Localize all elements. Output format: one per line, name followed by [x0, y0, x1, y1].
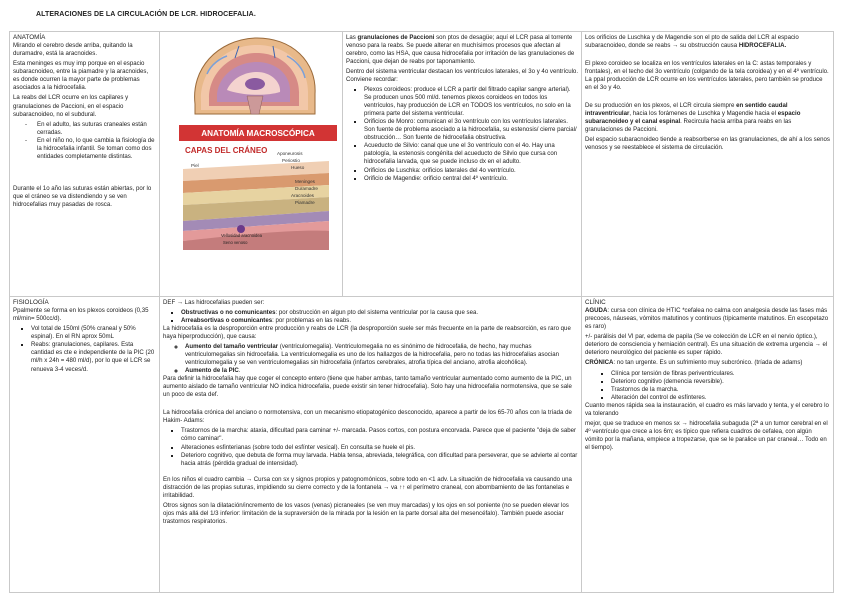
clinic-paragraph: Cuanto menos rápida sea la instauración, el cuadro es más larvado y tenta, y el cerebro lo va tolerando	[585, 401, 829, 417]
list-item: ▪ Trastornos de la marcha: ataxia, dificultad para caminar +/- marcada. Pasos cortos, con postura encorvada. Parece que el paciente "deja de saber cómo caminar".	[181, 427, 578, 443]
figure-label: Seno venoso	[223, 240, 248, 246]
fisiologia-cell	[10, 297, 160, 593]
clinic-paragraph: +/- parálisis del VI par, edema de papila (Se ve colección de LCR en el nervio óptico.), deterioro de consciencia y herniación central). Es una situación de extrema urgencia → el deterioro neurológico del paciente es super rápido.	[585, 333, 828, 357]
def-types-list	[163, 309, 578, 325]
anatomia-paragraph: Durante el 1o año las suturas están abiertas, por lo que el cráneo se va distendiendo y se ven hidrocefalias muy pasadas de rosca.	[13, 184, 152, 208]
list-item: ◦ Aumento del tamaño ventricular (ventriculomegalia). Ventriculomegalia no es sinónimo de hidrocefalia, de hecho, hay muchas ventriculomegalias sin hidrocefalia. La ventriculomegalia es uno de los hallazgos de la hidrocefalia, pero no todas las hidrocefalias asocian ventriculomegalia y se ven ventriculomegalias sin hidrocefalia (infartos cerebrales, atrofia típica del anciano, atrofia alcohólica).	[185, 343, 578, 367]
clinic-heading: CLÍNIC	[585, 299, 606, 306]
list-item: ▪ Deterioro cognitivo (demencia reversible).	[611, 378, 830, 386]
anatomia-paragraph: La reabs del LCR ocurre en los capilares y granulaciones de Paccioni, en el espacio subaracnoideo, no el subdural.	[13, 94, 129, 118]
clinic-list	[585, 370, 830, 402]
list-item: ▪ Orificios de Luschka: orificios laterales del 4o ventrículo.	[364, 167, 578, 175]
luschka-paragraph: Del espacio subaracnoideo tiende a reabsorberse en las granulaciones, de ahí a los senos venosos y se reestablece el sistema de circulación.	[585, 136, 830, 152]
clinic-paragraph: mejor, que se traduce en menos sx → hidrocefalia subaguda (2ª a un tumor cerebral en el 4º ventrículo que crece a los 6m; es típico que refiera cuadros de cefalea, con algún vómito por la mañana, empiece a tropezarse, que se le paralice un par craneal… Todo en el tiempo).	[585, 419, 828, 451]
brain-sagittal-image	[187, 34, 322, 119]
anatomia-cell	[10, 32, 160, 297]
def-effects-list	[163, 343, 578, 375]
list-item: ▪ Alteraciones esfinterianas (sobre todo del esfínter vesical). En consulta se huele el pis.	[181, 444, 578, 452]
list-item: ▪ Deterioro cognitivo, que debuta de forma muy larvada. Habla tensa, abreviada, telegráfica, con dificultad para perseverar, que se advierte al contar hacia atrás (pérdida gradual de intensidad).	[181, 452, 578, 468]
figure-label: Meninges	[295, 179, 315, 185]
list-item: ▪ Orificio de Magendie: orificio central del 4º ventrículo.	[364, 175, 578, 183]
luschka-paragraph: De su producción en los plexos, el LCR circula siempre en sentido caudal intraventricular, hacia los forámenes de Luschka y Magendie hacia el espacio subaracnoideo y el canal espinal. Recircula hacia arriba para reabs en las granulaciones de Paccioni.	[585, 102, 801, 134]
def-paragraph: La hidrocefalia es la desproporción entre producción y reabs de LCR (la desproporción suele ser más frecuente en la parte de reabsorción, es raro que haya hiperproducción), que causa:	[163, 325, 571, 341]
list-item: - En el adulto, las suturas craneales están cerradas.	[37, 121, 156, 137]
notes-table	[9, 31, 834, 593]
figure-label: Vellosidad aracnoidea	[221, 233, 262, 239]
clinic-cell	[582, 297, 834, 593]
fisiologia-paragraph: Ppalmente se forma en los plexos coroideos (0,35 ml/min= 500cc/d).	[13, 307, 149, 323]
fisiologia-list	[13, 325, 156, 373]
list-item: ▪ Plexos coroideos: produce el LCR a partir del filtrado capilar sangre arterial). Se producen unos 500 ml/d. tenemos plexos coroideos en todos los ventrículos, hay producción de LCR en TODOS los ventrículos, no solo en la primera parte del sistema ventricular.	[364, 86, 578, 118]
list-item: ▪ Orificios de Monro: comunican el 3o ventrículo con los ventrículos laterales. Son fuente de problema asociado a la hidrocefalia, su estenosis/ cierre parcial/ obstrucción… Son fuente de hidrocefalia obstructiva.	[364, 118, 578, 142]
list-item: - En el niño no, lo que cambia la fisiología de la hidrocefalia infantil. Se toman como dos entidades completamente distintas.	[37, 137, 156, 161]
hakim-list	[163, 427, 578, 467]
paccioni-paragraph: Dentro del sistema ventricular destacan los ventrículos laterales, el 3o y 4o ventrículo. Conviene recordar:	[346, 68, 579, 84]
list-item: ▪ Vol total de 150ml (50% craneal y 50% espinal). En el RN aprox 50mL	[31, 325, 156, 341]
anatomia-heading: ANATOMÍA	[13, 34, 46, 41]
anatomia-paragraph: Esta meninges es muy imp porque en el espacio subaracnoideo, entre la piamadre y la aracnoides, es donde ocurren la mayor parte de problemas asociados a la hidrocefalia.	[13, 60, 149, 92]
figure-banner-subtitle: CAPAS DEL CRÁNEO	[185, 146, 268, 156]
skull-layers-figure	[179, 125, 337, 250]
list-item: ▪ Trastornos de la marcha.	[611, 386, 830, 394]
figure-label: Aracnoides	[291, 193, 314, 199]
definition-cell	[160, 297, 582, 593]
page-title: ALTERACIONES DE LA CIRCULACIÓN DE LCR. HIDROCEFALIA.	[36, 11, 256, 18]
def-paragraph: Para definir la hidrocefalia hay que coger el concepto entero (tiene que haber ambas, tanto tamaño ventricular aumentado como aumento de la PIC, un aumento aislado de tamaño ventricular NO indica hidrocefalia, puede existir sin tener hidrocefalia). Solo hay una hidrocefalia normotensiva, que se sale un poco de esta def.	[163, 375, 572, 399]
anatomia-list	[13, 121, 156, 161]
figure-label: Duramadre	[295, 186, 318, 192]
figure-label: Hueso	[291, 165, 305, 171]
figure-banner-title: ANATOMÍA MACROSCÓPICA	[201, 129, 315, 139]
def-intro: DEF → Las hidrocefalias pueden ser:	[163, 299, 265, 306]
list-item: ▪ Obstructivas o no comunicantes: por obstrucción en algun pto del sistema ventricular por la causa que sea.	[181, 309, 578, 317]
list-item: ▪ Clínica por tensión de fibras periventriculares.	[611, 370, 830, 378]
list-item: ◦ Aumento de la PIC.	[185, 367, 578, 375]
luschka-cell	[582, 32, 834, 297]
figure-label: Periostio	[282, 158, 300, 164]
list-item: ▪ Arreabsortivas o comunicantes: por problemas en las reabs.	[181, 317, 578, 325]
def-paragraph: En los niños el cuadro cambia → Cursa con sx y signos propios y patognomónicos, sobre todo en <1 adv. La situación de hidrocefalia va causando una distracción de las propias suturas, impidiendo su cierre correcto y de la fontanela → va ↑↑ el perímetro craneal, con abombamiento de las fontanelas e irritabilidad.	[163, 475, 572, 499]
list-item: ▪ Acueducto de Silvio: canal que une el 3o ventrículo con el 4o. Hay una patología, la estenosis congénita del acueducto de Silvio que cursa con hidrocefalia larvada, que se puede incluso dx en el adulto.	[364, 142, 578, 166]
figure-label: Aponeurosis	[277, 151, 303, 157]
list-item: ▪ Alteración del control de esfínteres.	[611, 394, 830, 402]
paccioni-paragraph: Las granulaciones de Paccioni son ptos de desagüe; aquí el LCR pasa al torrente venoso para la reabs. Se puede alterar en muchísimos procesos que afectan al cerebro, como las HSA, que causa hidrocefalia por irritación de las granulaciones de Paccioni, que dejan de reabs por taponamiento.	[346, 34, 575, 66]
luschka-paragraph: Los orificios de Luschka y de Magendie son el pto de salida del LCR al espacio subaracnoideo, donde se reabs → su obstrucción causa HIDROCEFALIA.	[585, 34, 799, 50]
clinic-paragraph: AGUDA: cursa con clínica de HTIC *cefalea no calma con analgesia desde las fases más precoces, náuseas, vómitos matutinos y continuos (típicamente matutinos. En escopetazo es raro)	[585, 307, 829, 331]
list-item: ▪ Reabs: granulaciones, capilares. Esta cantidad es cte e independiente de la PIC (20 ml/h x 24h = 480 ml/d), por lo que el LCR se renueva 3-4 veces/d.	[31, 341, 156, 373]
figure-label: Piel	[191, 163, 199, 169]
clinic-paragraph: CRÓNICA: no tan urgente. Es un sufrimiento muy subcrónico. (tríada de adams)	[585, 359, 803, 367]
ventricle-list	[346, 86, 578, 182]
luschka-paragraph: El plexo coroideo se localiza en los ventrículos laterales en la C: astas temporales y frontales), en el techo del 3o ventrículo (colgando de la tela coroidea) y en el 4º ventrículo. La ppal producción de LCR ocurre en los ventrículos laterales, pero también se produce en el 3o y 4o.	[585, 60, 829, 92]
anatomia-paragraph: Mirando el cerebro desde arriba, quitando la duramadre, está la aracnoides.	[13, 42, 133, 58]
def-paragraph: Otros signos son la dilatación/incremento de los vasos (venas) picraneales (se ven muy marcadas) y los ojos en sol poniente (no se pueden elevar los ojos más allá del 1/3 inferior: limitación de la supraversión de la mirada por la lesión en la parte dorsal alta del mesencéfalo). También puede asociar trastornos respiratorios.	[163, 501, 569, 525]
paccioni-cell	[343, 32, 582, 297]
fisiologia-heading: FISIOLOGÍA	[13, 299, 49, 306]
figure-cell	[160, 32, 343, 297]
def-paragraph: La hidrocefalia crónica del anciano o normotensiva, con un mecanismo etiopatogénico desconocido, aparece a partir de los 65-70 años con la tríada de Hakim- Adams:	[163, 409, 572, 425]
figure-label: Piamadre	[295, 200, 315, 206]
